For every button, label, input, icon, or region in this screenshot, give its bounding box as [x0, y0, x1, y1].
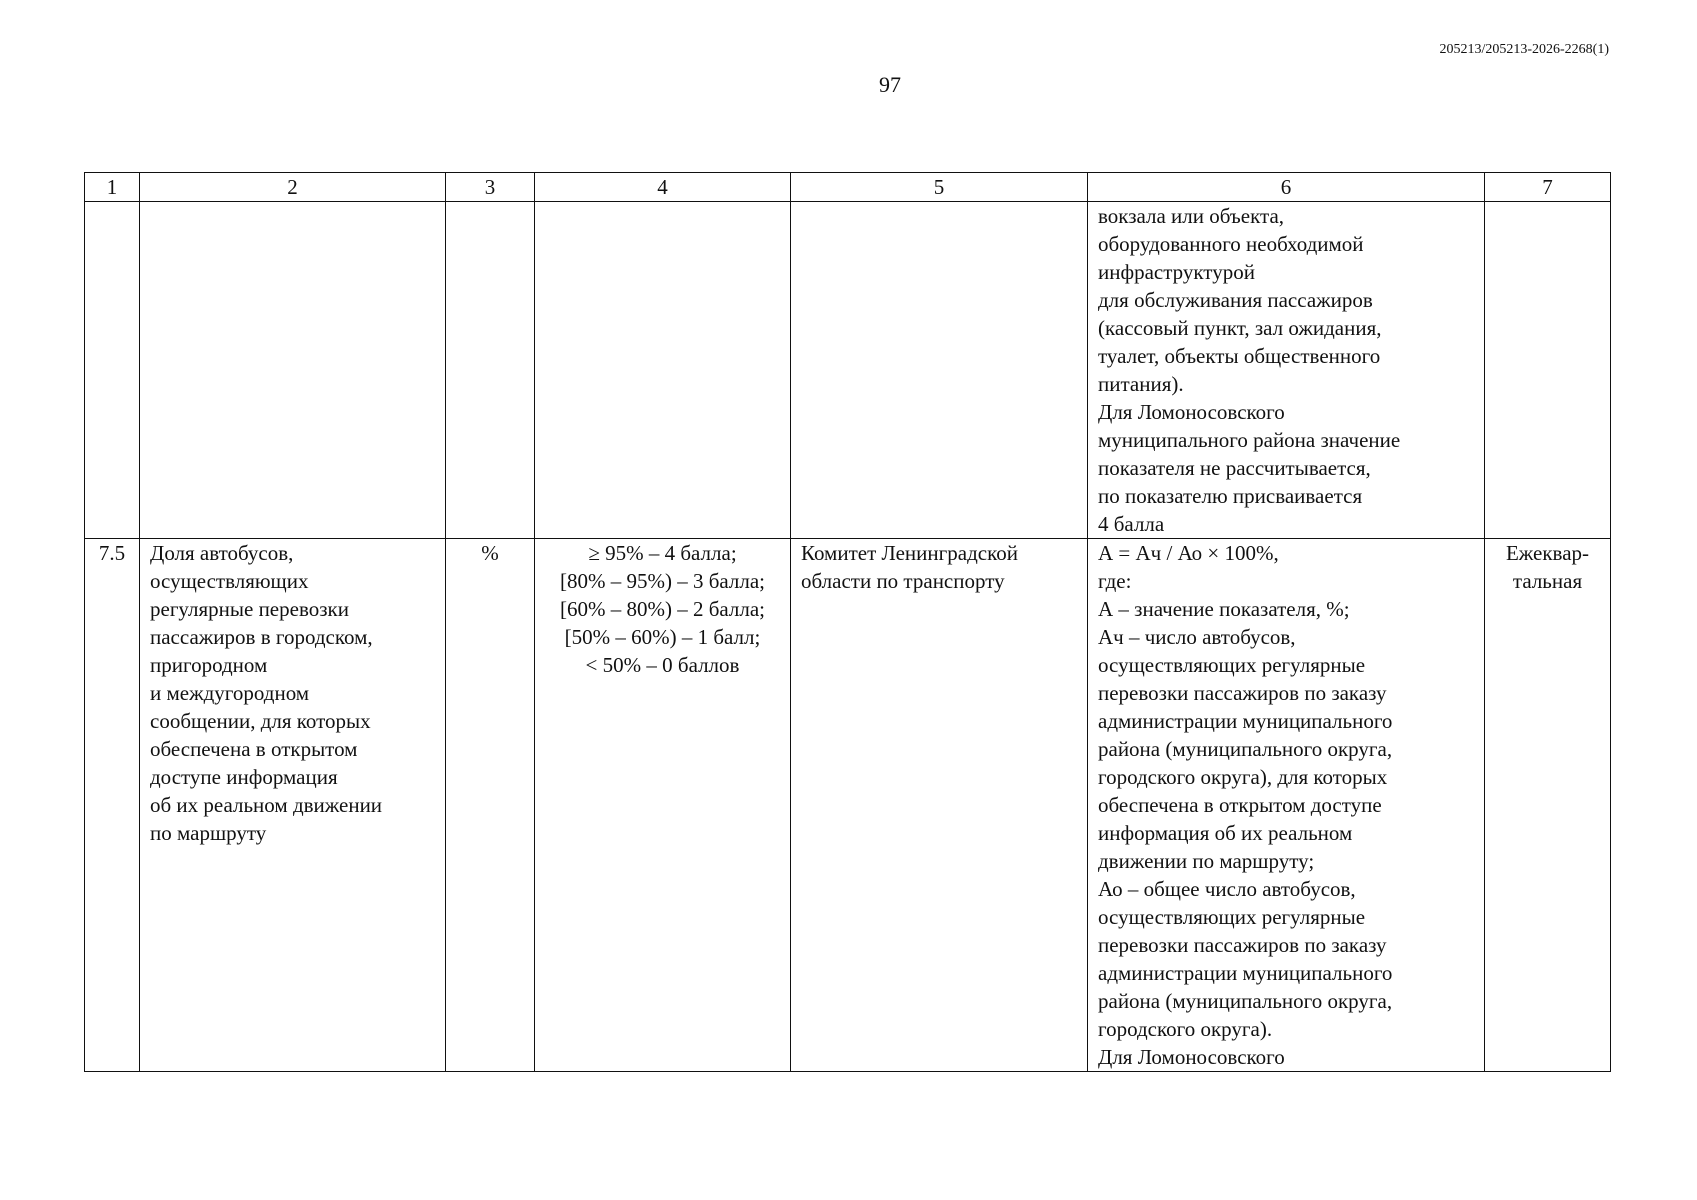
- scores-cell: [535, 539, 791, 1072]
- text-line: показателя не рассчитывается,: [1098, 456, 1371, 480]
- continued-row: [85, 202, 1611, 539]
- row-number: 7.5: [85, 539, 140, 1072]
- text-line: регулярные перевозки: [150, 597, 349, 621]
- text-line: осуществляющих регулярные: [1098, 653, 1366, 677]
- text-line: Ежеквар-: [1505, 541, 1590, 565]
- text-line: обеспечена в открытом доступе: [1098, 793, 1382, 817]
- text-line: движении по маршруту;: [1098, 849, 1315, 873]
- table-cell: [446, 202, 535, 539]
- text-line: осуществляющих регулярные: [1098, 905, 1366, 929]
- text-line: питания).: [1098, 372, 1184, 396]
- column-number-row: [85, 173, 1611, 202]
- indicators-table: [84, 172, 1611, 1072]
- indicator-name-cell: [140, 539, 446, 1072]
- text-line: Для Ломоносовского: [1098, 1045, 1285, 1069]
- text-line: Ао – общее число автобусов,: [1098, 877, 1356, 901]
- text-line: (кассовый пункт, зал ожидания,: [1098, 316, 1382, 340]
- table-row: [85, 539, 1611, 1072]
- text-line: тальная: [1512, 569, 1583, 593]
- document-code: 205213/205213-2026-2268(1): [1439, 42, 1609, 57]
- periodicity-cell: [1485, 539, 1611, 1072]
- table-cell: [1485, 202, 1611, 539]
- text-line: для обслуживания пассажиров: [1098, 288, 1373, 312]
- column-number: 3: [446, 173, 535, 202]
- text-line: администрации муниципального: [1098, 709, 1393, 733]
- text-line: Доля автобусов,: [150, 541, 294, 565]
- text-line: городского округа).: [1098, 1017, 1273, 1041]
- text-line: и междугородном: [150, 681, 310, 705]
- text-line: городского округа), для которых: [1098, 765, 1388, 789]
- text-line: оборудованного необходимой: [1098, 232, 1364, 256]
- page-number: 97: [879, 72, 901, 97]
- text-line: [50% – 60%) – 1 балл;: [564, 625, 761, 649]
- text-line: Ач – число автобусов,: [1098, 625, 1296, 649]
- column-number: 2: [140, 173, 446, 202]
- text-line: где:: [1098, 569, 1132, 593]
- calculation-method-cell: [1088, 202, 1485, 539]
- text-line: района (муниципального округа,: [1098, 989, 1393, 1013]
- text-line: перевозки пассажиров по заказу: [1098, 681, 1387, 705]
- column-number: 4: [535, 173, 791, 202]
- text-line: по маршруту: [150, 821, 267, 845]
- text-line: А – значение показателя, %;: [1098, 597, 1350, 621]
- text-line: сообщении, для которых: [150, 709, 371, 733]
- text-line: области по транспорту: [801, 569, 1005, 593]
- text-line: администрации муниципального: [1098, 961, 1393, 985]
- table-cell: [791, 202, 1088, 539]
- text-line: обеспечена в открытом: [150, 737, 358, 761]
- text-line: [80% – 95%) – 3 балла;: [559, 569, 766, 593]
- calculation-method-cell: [1088, 539, 1485, 1072]
- text-line: 4 балла: [1098, 512, 1165, 536]
- text-line: перевозки пассажиров по заказу: [1098, 933, 1387, 957]
- text-line: вокзала или объекта,: [1098, 204, 1285, 228]
- table-cell: [535, 202, 791, 539]
- text-line: А = Ач / Ао × 100%,: [1098, 541, 1279, 565]
- text-line: Для Ломоносовского: [1098, 400, 1285, 424]
- column-number: 6: [1088, 173, 1485, 202]
- text-line: информация об их реальном: [1098, 821, 1353, 845]
- text-line: [60% – 80%) – 2 балла;: [559, 597, 766, 621]
- text-line: туалет, объекты общественного: [1098, 344, 1381, 368]
- responsible-cell: [791, 539, 1088, 1072]
- text-line: района (муниципального округа,: [1098, 737, 1393, 761]
- column-number: 7: [1485, 173, 1611, 202]
- text-line: муниципального района значение: [1098, 428, 1401, 452]
- column-number: 1: [85, 173, 140, 202]
- text-line: по показателю присваивается: [1098, 484, 1363, 508]
- text-line: об их реальном движении: [150, 793, 383, 817]
- text-line: пригородном: [150, 653, 268, 677]
- text-line: осуществляющих: [150, 569, 309, 593]
- text-line: < 50% – 0 баллов: [585, 653, 740, 677]
- column-number: 5: [791, 173, 1088, 202]
- table-cell: [85, 202, 140, 539]
- text-line: инфраструктурой: [1098, 260, 1255, 284]
- text-line: Комитет Ленинградской: [801, 541, 1018, 565]
- unit-cell: %: [446, 539, 535, 1072]
- text-line: ≥ 95% – 4 балла;: [588, 541, 737, 565]
- text-line: пассажиров в городском,: [150, 625, 373, 649]
- text-line: доступе информация: [150, 765, 338, 789]
- table-cell: [140, 202, 446, 539]
